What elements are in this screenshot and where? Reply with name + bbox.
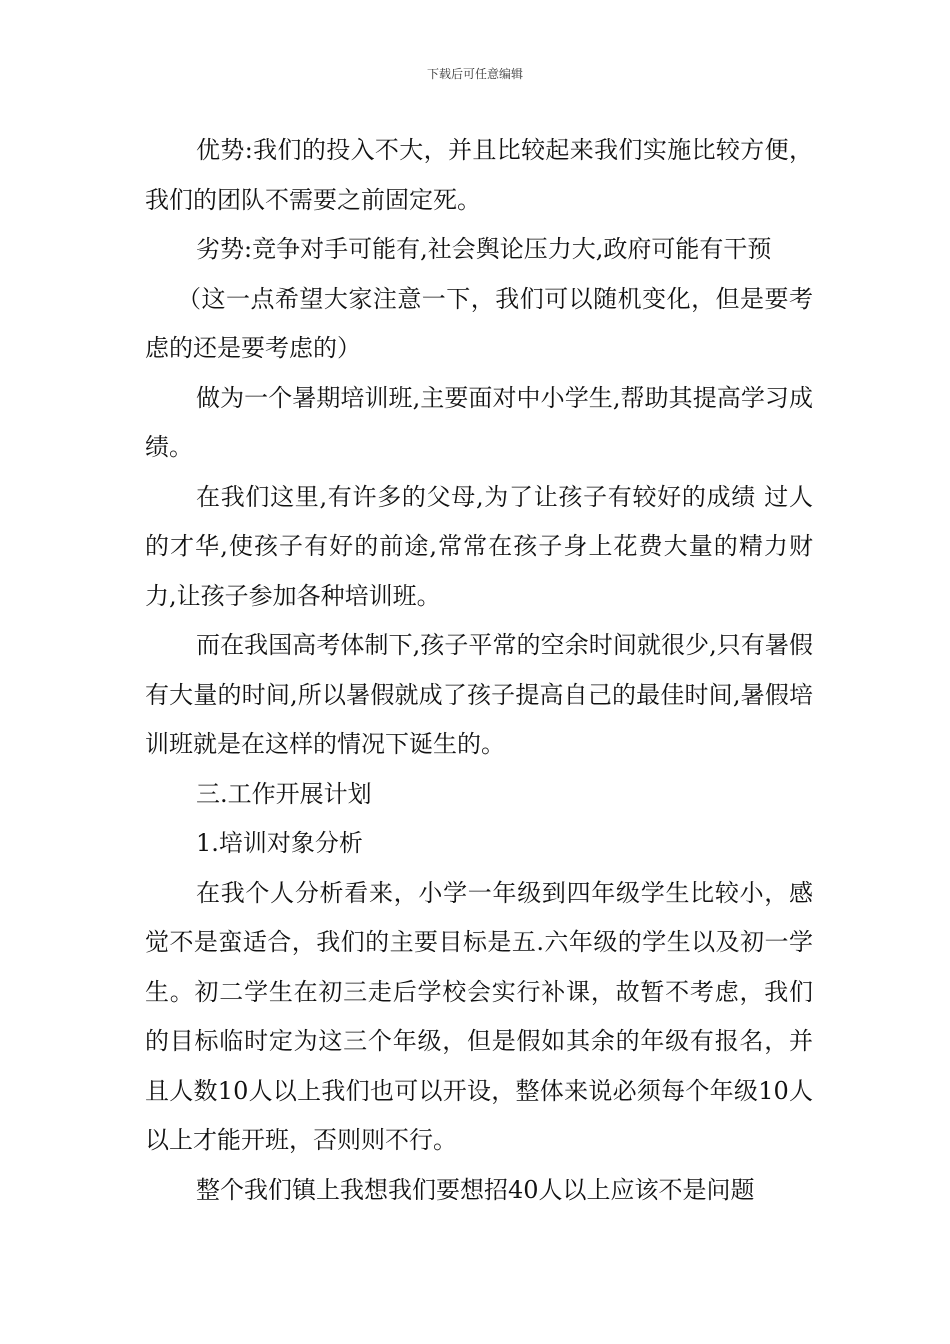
paragraph-parents: 在我们这里,有许多的父母,为了让孩子有较好的成绩 过人的才华,使孩子有好的前途,常常在孩子身上花费大量的精力财力,让孩子参加各种培训班。 bbox=[145, 482, 813, 610]
paragraph-summer-class: 做为一个暑期培训班,主要面对中小学生,帮助其提高学习成绩。 bbox=[145, 383, 813, 461]
paragraph-target-analysis: 在我个人分析看来，小学一年级到四年级学生比较小，感觉不是蛮适合，我们的主要目标是五.六年级的学生以及初一学生。初二学生在初三走后学校会实行补课，故暂不考虑，我们的目标临时定为这三个年级，但是假如其余的年级有报名，并且人数10人以上我们也可以开设，整体来说必须每个年级10人以上才能开班，否则则不行。 bbox=[145, 878, 813, 1154]
section-heading-work-plan: 三.工作开展计划 bbox=[196, 779, 372, 808]
paragraph-note: （这一点希望大家注意一下，我们可以随机变化，但是要考虑的还是要考虑的） bbox=[145, 284, 813, 362]
paragraph-advantages: 优势:我们的投入不大，并且比较起来我们实施比较方便，我们的团队不需要之前固定死。 bbox=[145, 136, 813, 214]
subsection-heading-target-analysis: 1.培训对象分析 bbox=[196, 829, 363, 857]
paragraph-exam-system: 而在我国高考体制下,孩子平常的空余时间就很少,只有暑假有大量的时间,所以暑假就成了孩子提高自己的最佳时间,暑假培训班就是在这样的情况下诞生的。 bbox=[145, 631, 813, 758]
page-header-note: 下载后可任意编辑 bbox=[426, 67, 523, 81]
paragraph-disadvantages: 劣势:竞争对手可能有,社会舆论压力大,政府可能有干预 bbox=[196, 235, 772, 263]
document-body bbox=[145, 126, 813, 1215]
paragraph-enrollment: 整个我们镇上我想我们要想招40人以上应该不是问题 bbox=[196, 1175, 755, 1204]
